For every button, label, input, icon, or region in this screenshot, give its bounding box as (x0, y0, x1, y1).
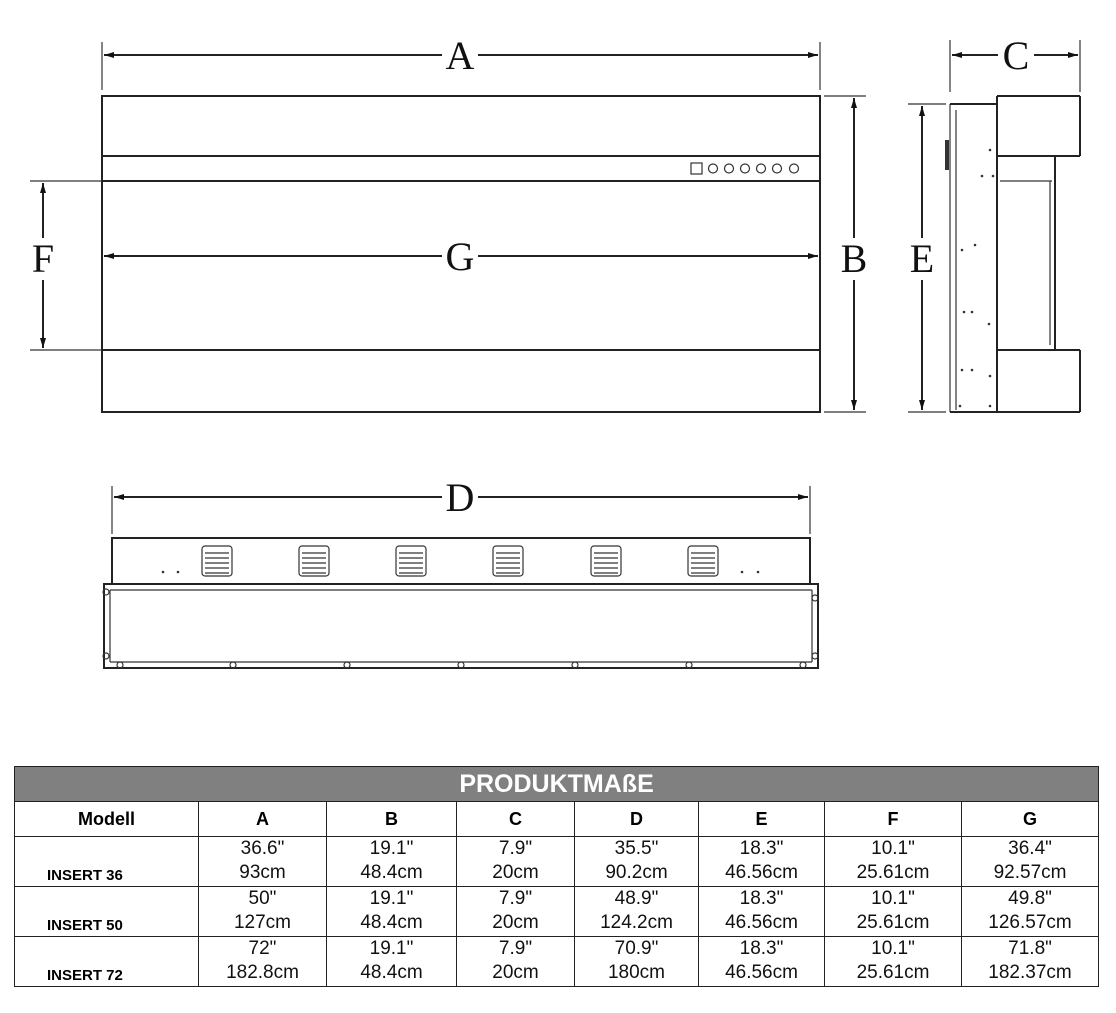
dimension-d (112, 475, 810, 534)
control-button-icon (709, 164, 718, 173)
value-cell-e: 18.3" 46.56cm (699, 887, 825, 937)
vent-grilles (202, 546, 718, 576)
value-cell-e: 18.3" 46.56cm (699, 937, 825, 987)
control-button-icon (741, 164, 750, 173)
value-cell-b: 19.1" 48.4cm (327, 887, 457, 937)
control-panel-buttons (691, 163, 799, 174)
control-button-icon (773, 164, 782, 173)
model-cell (15, 837, 199, 887)
value-cell-c: 7.9" 20cm (457, 887, 575, 937)
dimension-label-c: C (1002, 33, 1030, 78)
vent-grille (299, 546, 329, 576)
top-frame (104, 584, 818, 668)
dimension-label-g: G (445, 234, 475, 279)
value-cell-f: 10.1" 25.61cm (825, 837, 962, 887)
vent-grille (202, 546, 232, 576)
value-cell-f: 10.1" 25.61cm (825, 887, 962, 937)
value-cell-d: 35.5" 90.2cm (575, 837, 699, 887)
control-button-icon (790, 164, 799, 173)
value-cell-g: 71.8" 182.37cm (962, 937, 1099, 987)
value-cell-f: 10.1" 25.61cm (825, 937, 962, 987)
dimension-e (908, 104, 946, 412)
value-cell-a: 50" 127cm (199, 887, 327, 937)
dimension-label-e: E (909, 236, 935, 281)
value-cell-a: 36.6" 93cm (199, 837, 327, 887)
column-header-f: F (825, 802, 962, 837)
side-view (945, 96, 1080, 412)
side-mount-tab (945, 140, 949, 170)
vent-grille (396, 546, 426, 576)
model-name: INSERT 72 (47, 967, 123, 984)
model-cell (15, 937, 199, 987)
table-row (15, 937, 1099, 987)
value-cell-c: 7.9" 20cm (457, 837, 575, 887)
top-housing (112, 538, 810, 584)
value-cell-g: 49.8" 126.57cm (962, 887, 1099, 937)
value-cell-e: 18.3" 46.56cm (699, 837, 825, 887)
model-name: INSERT 50 (47, 917, 123, 934)
dimension-label-f: F (31, 236, 55, 281)
model-cell (15, 887, 199, 937)
column-header-c: C (457, 802, 575, 837)
vent-grille (591, 546, 621, 576)
frame-screws (103, 589, 818, 668)
control-button-icon (757, 164, 766, 173)
column-header-e: E (699, 802, 825, 837)
column-header-b: B (327, 802, 457, 837)
vent-grille (493, 546, 523, 576)
value-cell-c: 7.9" 20cm (457, 937, 575, 987)
product-dimensions-table (14, 766, 1099, 987)
column-header-a: A (199, 802, 327, 837)
dimension-g (104, 234, 818, 279)
value-cell-d: 48.9" 124.2cm (575, 887, 699, 937)
value-cell-b: 19.1" 48.4cm (327, 837, 457, 887)
column-header-g: G (962, 802, 1099, 837)
table-row (15, 837, 1099, 887)
dimension-c (950, 33, 1080, 92)
dimension-a (102, 33, 820, 90)
dimension-f (30, 181, 102, 350)
table-row (15, 887, 1099, 937)
column-header-model: Modell (15, 802, 199, 837)
dimension-label-a: A (445, 33, 475, 78)
value-cell-d: 70.9" 180cm (575, 937, 699, 987)
top-view (103, 538, 818, 668)
value-cell-a: 72" 182.8cm (199, 937, 327, 987)
value-cell-b: 19.1" 48.4cm (327, 937, 457, 987)
table-title: PRODUKTMAßE (15, 767, 1099, 802)
column-header-d: D (575, 802, 699, 837)
vent-grille (688, 546, 718, 576)
control-button-icon (725, 164, 734, 173)
dimension-b (824, 96, 867, 412)
power-switch-icon (691, 163, 702, 174)
value-cell-g: 36.4" 92.57cm (962, 837, 1099, 887)
dimension-label-b: B (840, 236, 868, 281)
dimension-label-d: D (445, 475, 475, 520)
model-name: INSERT 36 (47, 867, 123, 884)
